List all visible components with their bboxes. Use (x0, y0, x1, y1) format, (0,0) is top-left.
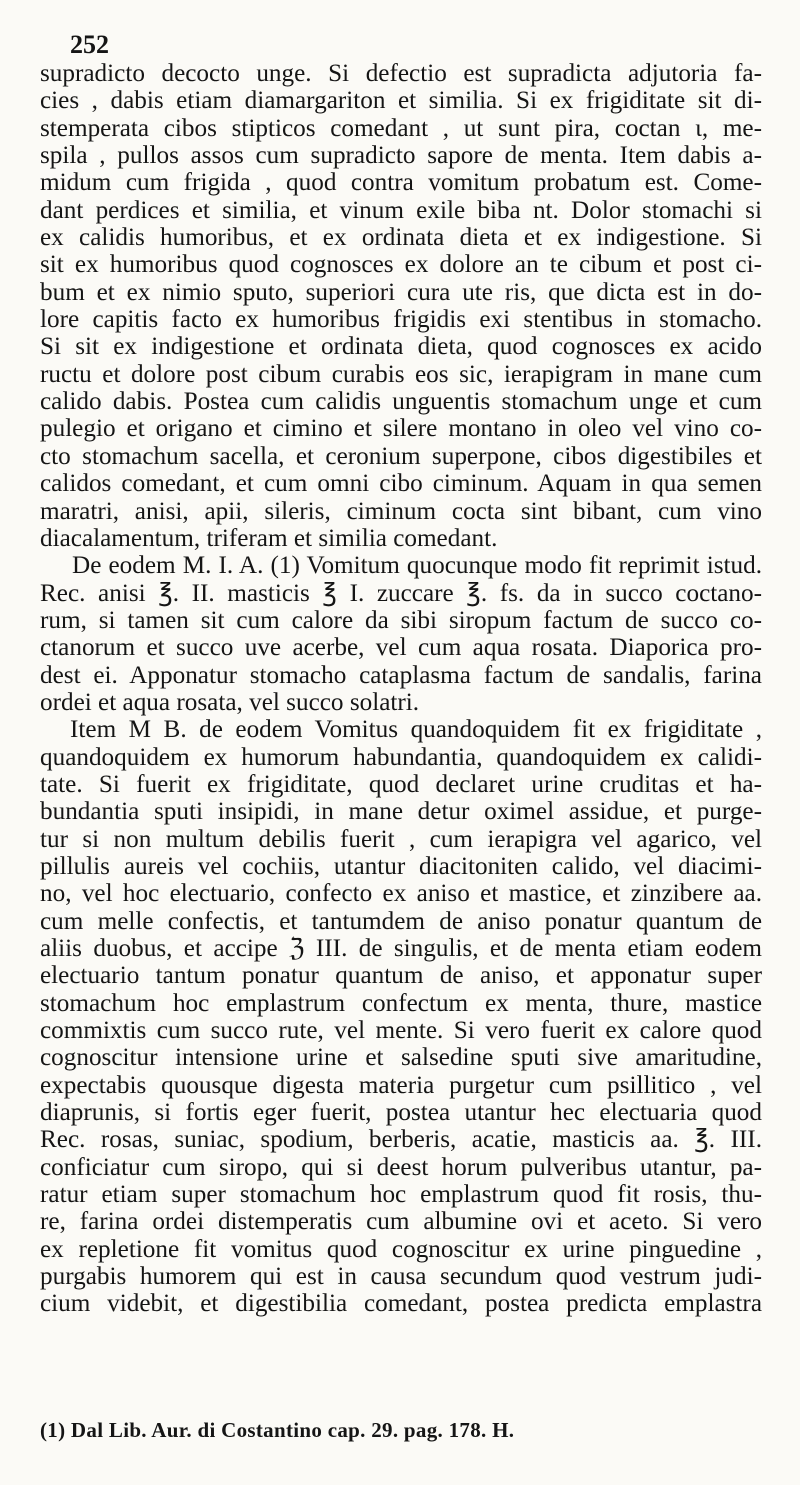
text-line: no, vel hoc electuario, confecto ex aniso et mastice, et zinzibere aa. (40, 880, 762, 908)
paragraph-end-line: diacalamentum, triferam et similia comedant. (40, 524, 498, 552)
text-line: bum et ex nimio sputo, superiori cura ute ris, que dicta est in do- (40, 278, 762, 306)
text-line: stemperata cibos stipticos comedant , ut sunt pira, coctan ι, me- (40, 114, 762, 142)
text-line: supradicto decocto unge. Si defectio est supradicta adjutoria fa- (40, 60, 762, 87)
text-line: ex calidis humoribus, et ex ordinata dieta et ex indigestione. Si (40, 224, 762, 252)
text-line: dant perdices et similia, et vinum exile biba nt. Dolor stomachi si (40, 196, 762, 224)
text-line: pulegio et origano et cimino et silere montano in oleo vel vino co- (40, 415, 762, 443)
text-line: spila , pullos assos cum supradicto sapore de menta. Item dabis a- (40, 142, 762, 170)
text-line: quandoquidem ex humorum habundantia, quandoquidem ex calidi- (40, 743, 762, 771)
text-line: Rec. anisi ℥. II. masticis ℥ I. zuccare ℥. fs. da in succo coctano- (40, 579, 762, 607)
text-line: Rec. rosas, suniac, spodium, berberis, acatie, masticis aa. ℥. III. (40, 1126, 762, 1154)
text-line: midum cum frigida , quod contra vomitum probatum est. Come- (40, 169, 762, 197)
text-line: diaprunis, si fortis eger fuerit, postea utantur hec electuaria quod (40, 1099, 762, 1127)
text-line: maratri, anisi, apii, sileris, ciminum cocta sint bibant, cum vino (40, 497, 762, 525)
section-heading-line: De eodem M. I. A. (1) Vomitum quocunque modo fit reprimit istud. (72, 552, 762, 580)
text-line: cognoscitur intensione urine et salsedine sputi sive amaritudine, (40, 1044, 762, 1072)
text-line: electuario tantum ponatur quantum de aniso, et apponatur super (40, 962, 762, 990)
text-line: stomachum hoc emplastrum confectum ex menta, thure, mastice (40, 989, 762, 1017)
text-line: ctanorum et succo uve acerbe, vel cum aqua rosata. Diaporica pro- (40, 634, 762, 662)
text-line: expectabis quousque digesta materia purgetur cum psillitico , vel (40, 1071, 762, 1099)
text-line: tur si non multum debilis fuerit , cum ierapigra vel agarico, vel (40, 825, 762, 853)
page-number: 252 (70, 30, 109, 59)
section-heading-line: Item M B. de eodem Vomitus quandoquidem fit ex frigiditate , (70, 716, 762, 744)
text-line: lore capitis facto ex humoribus frigidis exi stentibus in stomacho. (40, 306, 762, 334)
text-line: rum, si tamen sit cum calore da sibi siropum factum de succo co- (40, 606, 762, 634)
text-line: cium videbit, et digestibilia comedant, postea predicta emplastra (40, 1290, 762, 1318)
text-line: sit ex humoribus quod cognosces ex dolore an te cibum et post ci- (40, 251, 762, 279)
text-line: bundantia sputi insipidi, in mane detur oximel assidue, et purge- (40, 798, 762, 826)
body-text (40, 60, 762, 1318)
text-line: ructu et dolore post cibum curabis eos sic, ierapigram in mane cum (40, 360, 762, 388)
text-line: cies , dabis etiam diamargariton et similia. Si ex frigiditate sit di- (40, 87, 762, 115)
text-line: pillulis aureis vel cochiis, utantur diacitoniten calido, vel diacimi- (40, 852, 762, 880)
text-line: calido dabis. Postea cum calidis unguentis stomachum unge et cum (40, 388, 762, 416)
text-line: dest ei. Apponatur stomacho cataplasma factum de sandalis, farina (40, 661, 762, 689)
text-line: aliis duobus, et accipe ℨ III. de singulis, et de menta etiam eodem (40, 935, 762, 962)
text-line: purgabis humorem qui est in causa secundum quod vestrum judi- (40, 1263, 762, 1291)
text-line: commixtis cum succo rute, vel mente. Si vero fuerit ex calore quod (40, 1017, 762, 1045)
text-line: Si sit ex indigestione et ordinata dieta, quod cognosces ex acido (40, 333, 762, 361)
text-line: calidos comedant, et cum omni cibo ciminum. Aquam in qua semen (40, 470, 762, 498)
text-line: re, farina ordei distemperatis cum albumine ovi et aceto. Si vero (40, 1208, 762, 1236)
text-line: cum melle confectis, et tantumdem de aniso ponatur quantum de (40, 907, 762, 935)
text-line: tate. Si fuerit ex frigiditate, quod declaret urine cruditas et ha- (40, 770, 762, 798)
text-line: ex repletione fit vomitus quod cognoscitur ex urine pinguedine , (40, 1235, 762, 1263)
footnote: (1) Dal Lib. Aur. di Costantino cap. 29. pag. 178. H. (40, 1418, 515, 1442)
text-line: ratur etiam super stomachum hoc emplastrum quod fit rosis, thu- (40, 1181, 762, 1209)
text-line: cto stomachum sacella, et ceronium superpone, cibos digestibiles et (40, 442, 762, 470)
text-line: conficiatur cum siropo, qui si deest horum pulveribus utantur, pa- (40, 1153, 762, 1181)
paragraph-end-line: ordei et aqua rosata, vel succo solatri. (40, 688, 420, 716)
